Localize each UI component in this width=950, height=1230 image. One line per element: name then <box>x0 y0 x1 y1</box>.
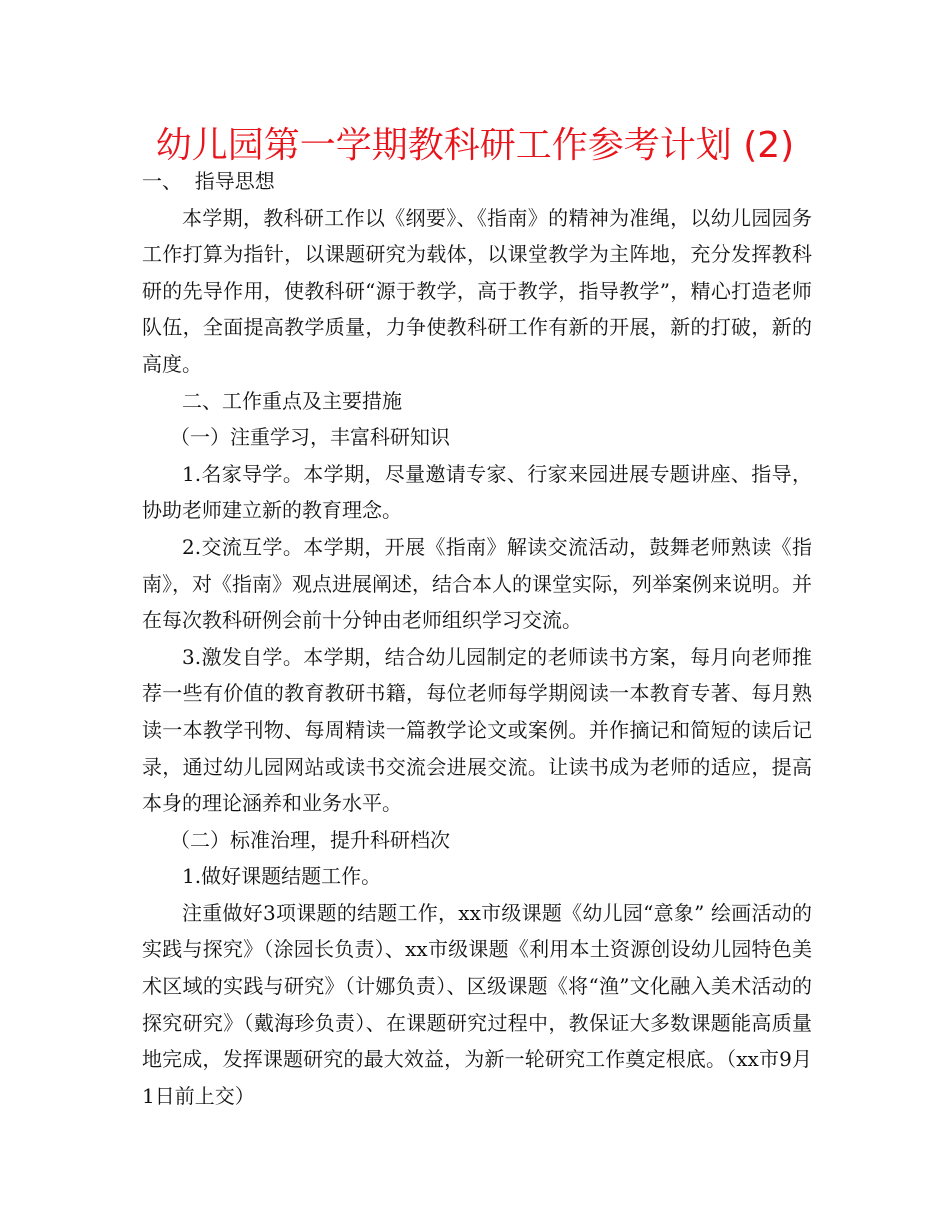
paragraph-guiding-thought: 本学期，教科研工作以《纲要》、《指南》的精神为准绳，以幼儿园园务工作打算为指针，以课题研究为载体，以课堂教学为主阵地，充分发挥教科研的先导作用，使教科研“源于教学，高于教学，指导教学”，精心打造老师队伍，全面提高教学质量，力争使教科研工作有新的开展，新的打破，新的高度。 <box>142 205 812 376</box>
section-heading-guiding-thought: 一、 指导思想 <box>142 169 275 193</box>
paragraph-item-4-detail: 注重做好3项课题的结题工作，xx市级课题《幼儿园“意象” 绘画活动的实践与探究》（涂园长负责）、xx市级课题《利用本土资源创设幼儿园特色美术区域的实践与研究》（计娜负责）、区级课题《将“渔”文化融入美术活动的探究研究》（戴海珍负责）、在课题研究过程中，教保证大多数课题能高质量地完成，发挥课题研究的最大效益，为新一轮研究工作奠定根底。（xx市9月1日前上交） <box>142 900 812 1108</box>
paragraph-item-1: 1.名家导学。本学期，尽量邀请专家、行家来园进展专题讲座、指导，协助老师建立新的教育理念。 <box>142 461 812 523</box>
subsection-heading-management: （二）标准治理，提升科研档次 <box>170 827 450 852</box>
subsection-heading-study: （一）注重学习，丰富科研知识 <box>170 425 450 450</box>
document-body <box>142 163 812 1114</box>
document-title: 幼儿园第一学期教科研工作参考计划 (2) <box>155 125 795 166</box>
section-heading-key-work: 二、工作重点及主要措施 <box>182 388 402 413</box>
paragraph-item-4-heading: 1.做好课题结题工作。 <box>182 864 382 889</box>
paragraph-item-2: 2.交流互学。本学期，开展《指南》解读交流活动，鼓舞老师熟读《指南》，对《指南》观点进展阐述，结合本人的课堂实际，列举案例来说明。并在每次教科研例会前十分钟由老师组织学习交流。 <box>142 534 812 633</box>
paragraph-item-3: 3.激发自学。本学期，结合幼儿园制定的老师读书方案，每月向老师推荐一些有价值的教育教研书籍，每位老师每学期阅读一本教育专著、每月熟读一本教学刊物、每周精读一篇教学论文或案例。并作摘记和简短的读后记录，通过幼儿园网站或读书交流会进展交流。让读书成为老师的适应，提高本身的理论涵养和业务水平。 <box>142 644 812 816</box>
